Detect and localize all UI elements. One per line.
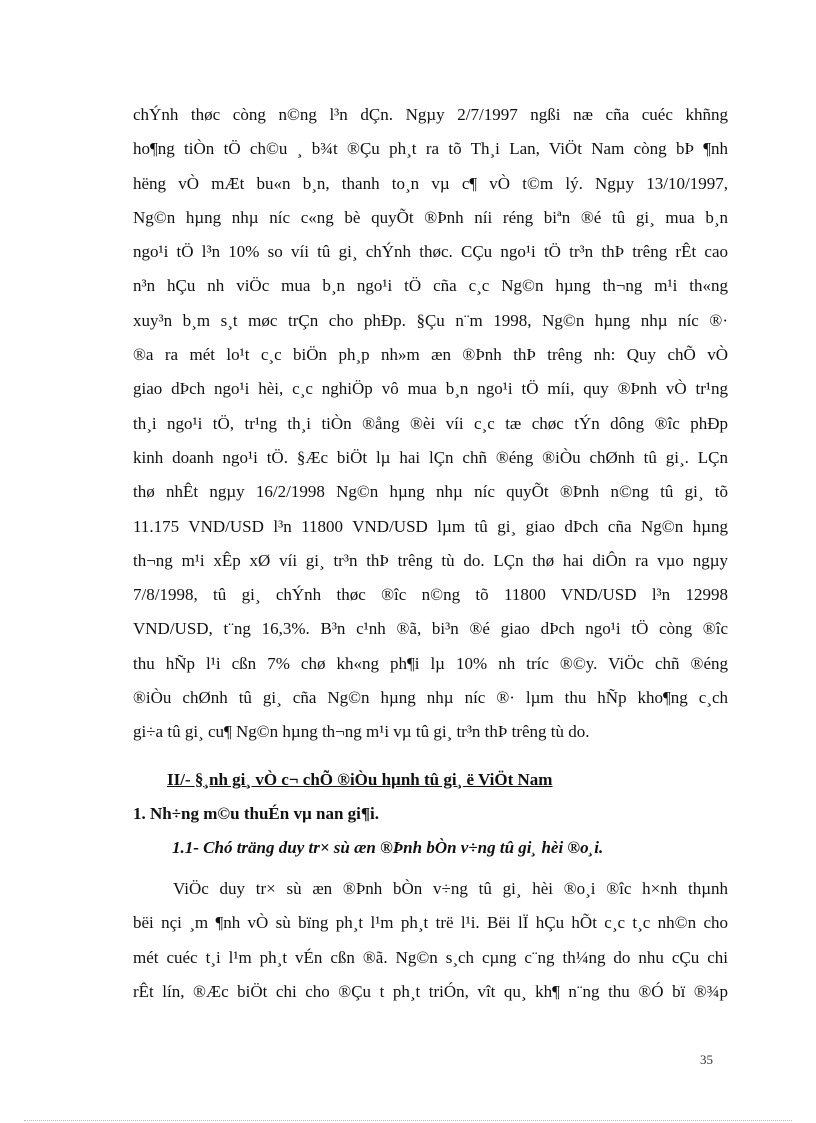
text-line: xuy³n b¸m s¸t møc trÇn cho phÐp. §Çu n¨m 1998, Ng©n hµng nhµ níc ®·	[133, 310, 728, 330]
text-line: bëi nçi ¸m ¶nh vÒ sù bïng ph¸t l¹m ph¸t trë l¹i. Bëi lÏ hÇu hÕt c¸c t¸c nh©n cho	[133, 913, 728, 933]
text-line: thø nhÊt ngµy 16/2/1998 Ng©n hµng nhµ níc quyÕt ®Þnh n©ng tû gi¸ tõ	[133, 482, 728, 502]
text-line: VND/USD, t¨ng 16,3%. B³n c¹nh ®ã, bi³n ®é giao dÞch ngo¹i tÖ còng ®îc	[133, 619, 728, 639]
page-number: 35	[700, 1052, 713, 1067]
text-line: ngo¹i tÖ l³n 10% so víi tû gi¸ chÝnh thøc. CÇu ngo¹i tÖ tr³n thÞ trêng rÊt cao	[133, 242, 728, 262]
text-line: n³n hÇu nh viÖc mua b¸n ngo¹i tÖ cña c¸c Ng©n hµng th¬ng m¹i th«ng	[133, 276, 728, 296]
text-line: hëng vÒ mÆt bu«n b¸n, thanh to¸n vµ c¶ vÒ t©m lý. Ngµy 13/10/1997,	[133, 173, 728, 193]
paragraph-stability	[133, 872, 728, 1009]
text-line: chÝnh thøc còng n©ng l³n dÇn. Ngµy 2/7/1997 ngßi næ cña cuéc khñng	[133, 105, 728, 124]
subsection-heading-1: 1. Nh÷ng m©u thuÉn vµ nan gi¶i.	[133, 804, 380, 823]
text-line: kinh doanh ngo¹i tÖ. §Æc biÖt lµ hai lÇn chñ ®éng ®iÒu chØnh tû gi¸. LÇn	[133, 447, 728, 467]
text-line: thu hÑp l¹i cßn 7% chø kh«ng ph¶i lµ 10% nh tríc ®©y. ViÖc chñ ®éng	[133, 653, 728, 673]
subsection-heading-1-1: 1.1- Chó träng duy tr× sù æn ®Þnh bÒn v÷ng tû gi¸ hèi ®o¸i.	[172, 838, 604, 857]
text-line: giao dÞch ngo¹i hèi, c¸c nghiÖp vô mua b¸n ngo¹i tÖ míi, quy ®Þnh vÒ tr¹ng	[133, 379, 728, 399]
text-line: ho¶ng tiÒn tÖ ch©u ¸ b¾t ®Çu ph¸t ra tõ Th¸i Lan, ViÖt Nam còng bÞ ¶nh	[133, 139, 728, 159]
text-line: ViÖc duy tr× sù æn ®Þnh bÒn v÷ng tû gi¸ hèi ®o¸i ®îc h×nh thµnh	[173, 879, 728, 898]
text-line: mét cuéc t¸i l¹m ph¸t vÉn cßn ®ã. Ng©n s¸ch cµng c¨ng th¼ng do nhu cÇu chi	[133, 947, 728, 967]
text-line: rÊt lín, ®Æc biÖt chi cho ®Çu t ph¸t triÓn, vît qu¸ kh¶ n¨ng thu ®Ó bï ®¾p	[133, 981, 728, 1001]
text-line: ®a ra mét lo¹t c¸c biÖn ph¸p nh»m æn ®Þnh thÞ trêng nh: Quy chÕ vÒ	[133, 345, 728, 365]
text-line: 11.175 VND/USD l³n 11800 VND/USD lµm tû gi¸ giao dÞch cña Ng©n hµng	[133, 516, 728, 536]
text-line: ®iÒu chØnh tû gi¸ cña Ng©n hµng nhµ níc ®· lµm thu hÑp kho¶ng c¸ch	[133, 688, 728, 708]
text-line: Ng©n hµng nhµ níc c«ng bè quyÕt ®Þnh níi réng biªn ®é tû gi¸ mua b¸n	[133, 207, 728, 227]
text-line: 7/8/1998, tû gi¸ chÝnh thøc ®îc n©ng tõ 11800 VND/USD l³n 12998	[133, 585, 728, 605]
text-line: th¬ng m¹i xÊp xØ víi gi¸ tr³n thÞ trêng tù do. LÇn thø hai diÔn ra vµo ngµy	[133, 550, 728, 570]
paragraph-exchange-rate-history	[133, 98, 728, 750]
text-line: gi÷a tû gi¸ cu¶ Ng©n hµng th¬ng m¹i vµ tû gi¸ tr³n thÞ trêng tù do.	[133, 722, 590, 742]
page-bottom-divider	[24, 1120, 792, 1121]
section-heading-ii: II/- §¸nh gi¸ vÒ c¬ chÕ ®iÒu hµnh tû gi¸ ë ViÖt Nam	[167, 770, 553, 789]
text-line: th¸i ngo¹i tÖ, tr¹ng th¸i tiÒn ®ång ®èi víi c¸c tæ chøc tÝn dông ®îc phÐp	[133, 413, 728, 433]
